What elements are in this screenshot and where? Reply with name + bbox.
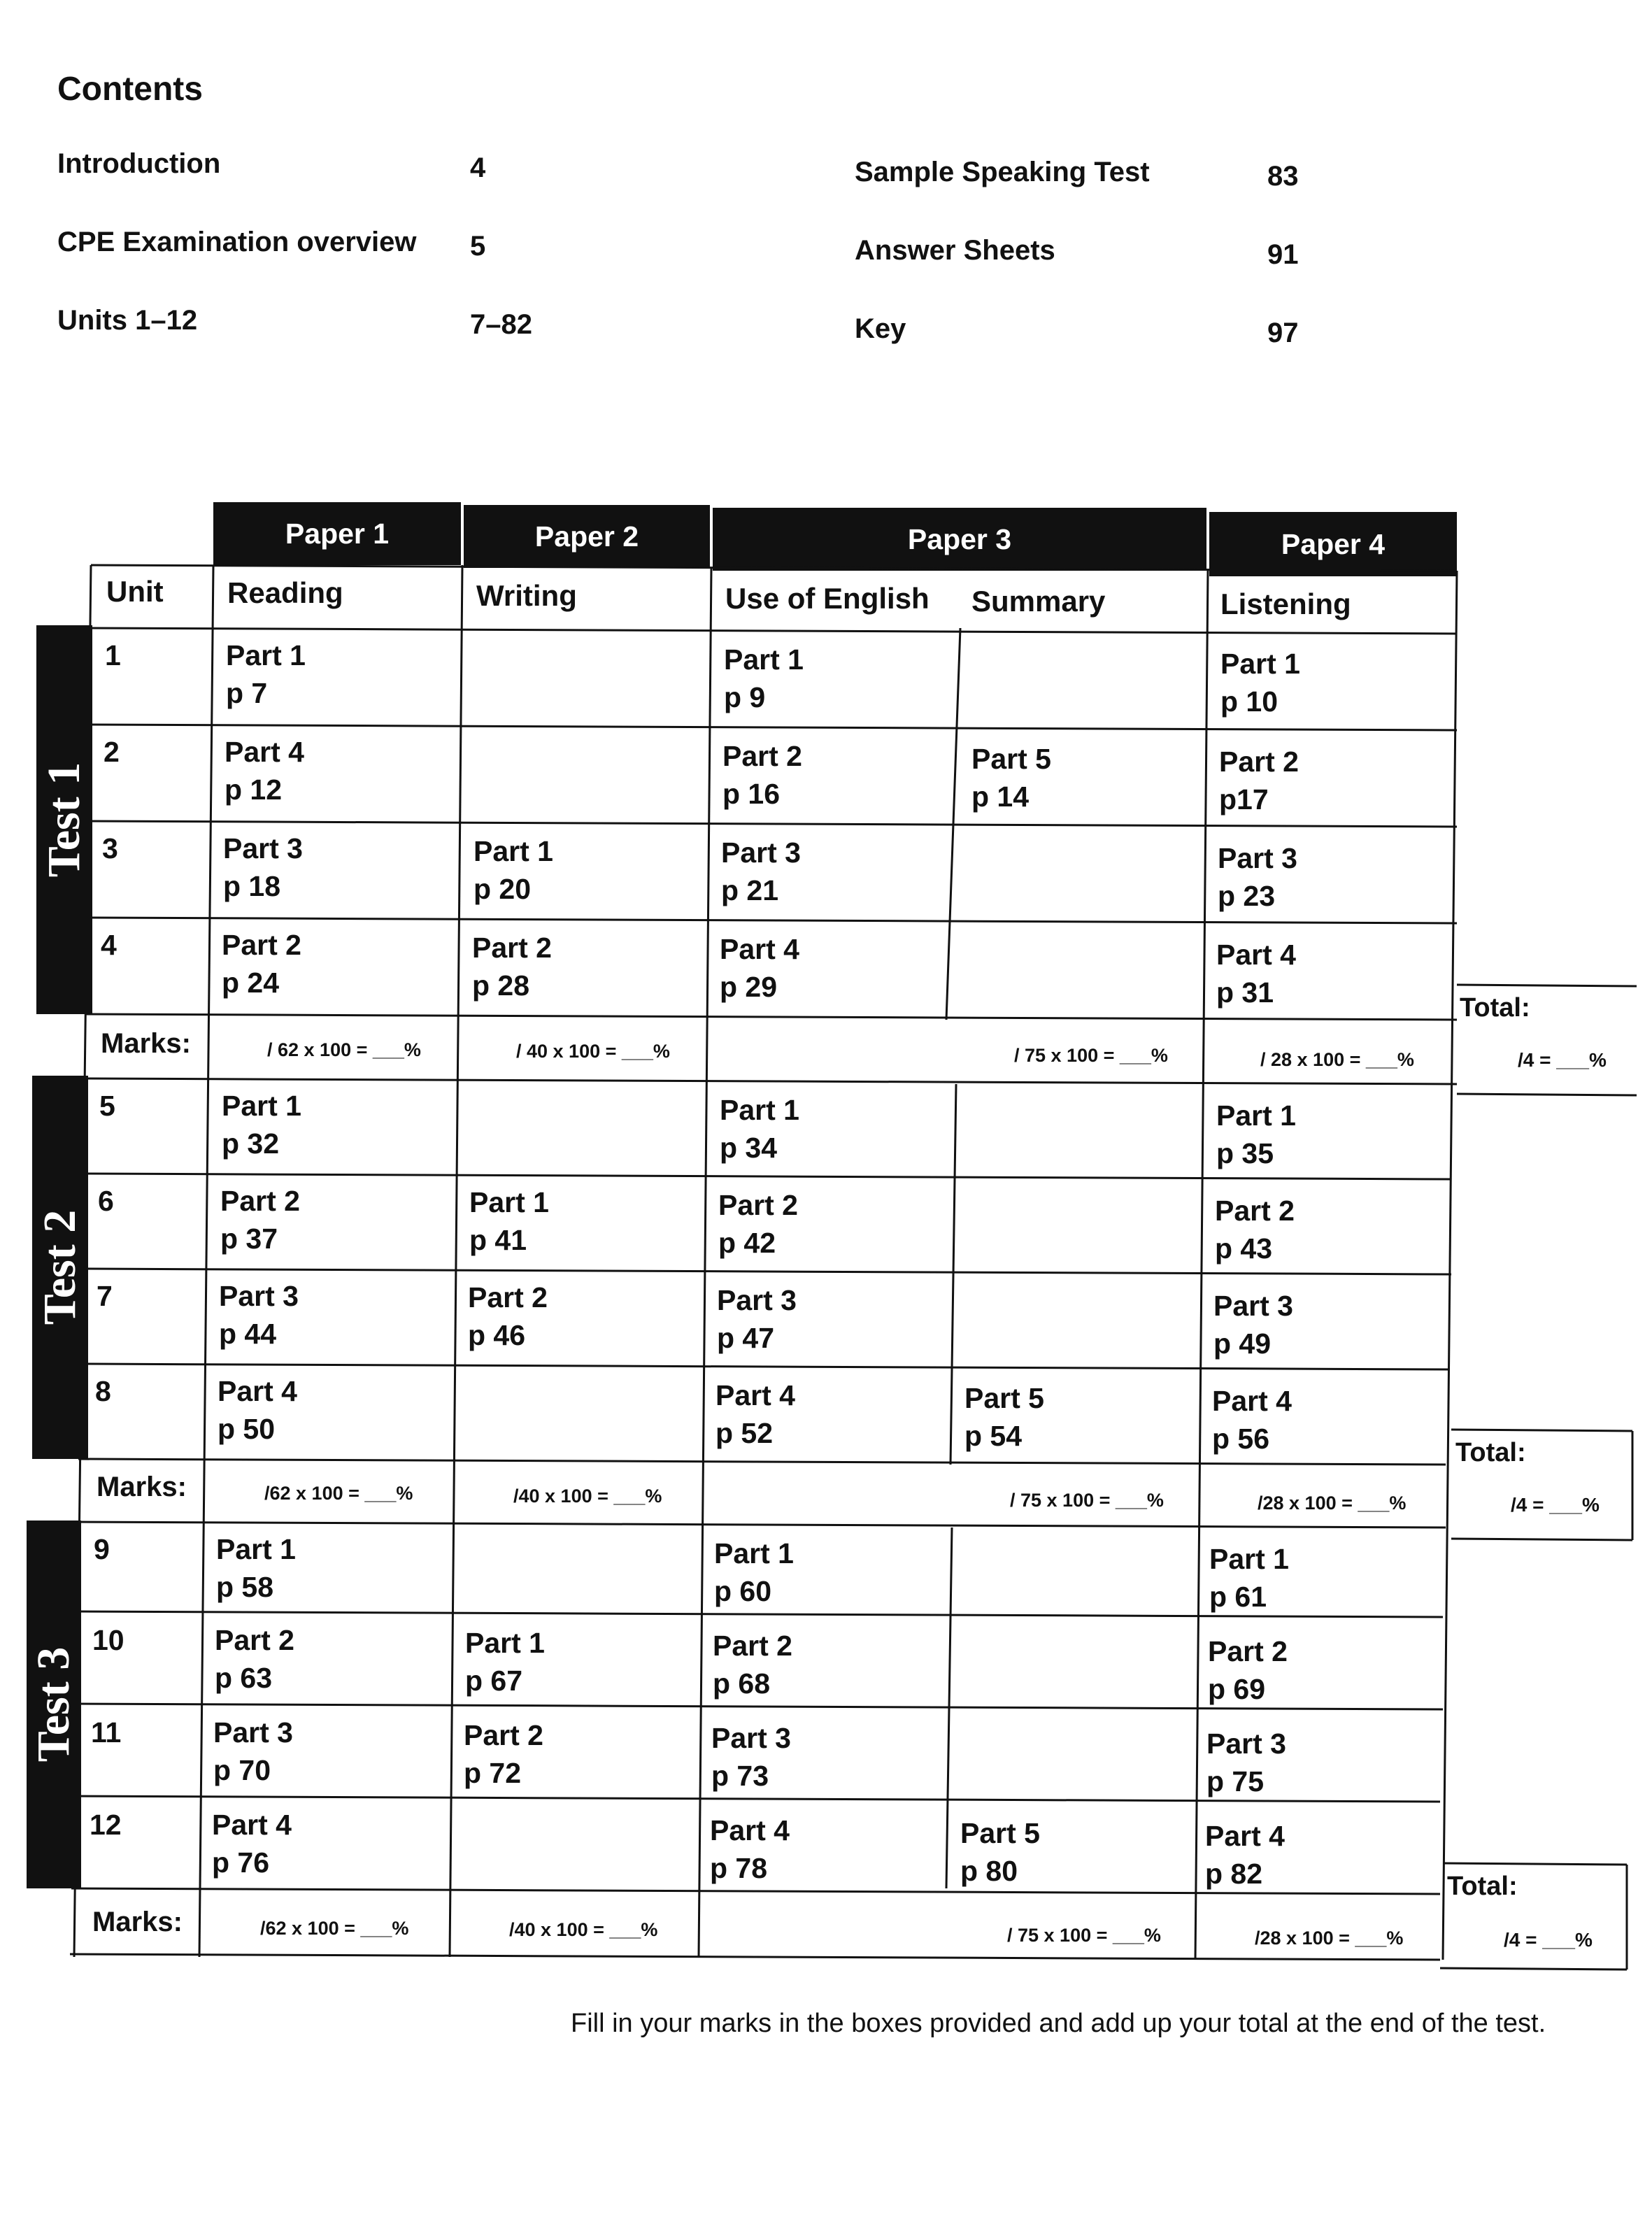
use-of-english-cell: Part 4 p 78 (710, 1814, 790, 1884)
column-header-listening: Listening (1220, 587, 1351, 620)
toc-label-introduction: Introduction (57, 148, 221, 179)
writing-cell: Part 1 p 67 (465, 1627, 545, 1697)
toc-label-units: Units 1–12 (57, 305, 198, 336)
unit-number: 2 (104, 736, 120, 768)
reading-cell: Part 3 p 44 (219, 1280, 299, 1350)
use-of-english-cell: Part 4 p 52 (715, 1379, 795, 1449)
marks-paper3[interactable]: / 75 x 100 = ___% (1010, 1490, 1164, 1511)
toc-label-answer-sheets: Answer Sheets (855, 235, 1055, 266)
use-of-english-cell: Part 1 p 60 (714, 1537, 794, 1607)
use-of-english-cell: Part 2 p 68 (713, 1630, 792, 1700)
use-of-english-cell: Part 2 p 42 (718, 1189, 798, 1259)
listening-cell: Part 3 p 75 (1206, 1728, 1286, 1797)
toc-label-key: Key (855, 313, 906, 344)
test-1-label: Test 1 (38, 762, 90, 878)
unit-number: 9 (94, 1533, 110, 1565)
listening-cell: Part 1 p 35 (1216, 1099, 1296, 1169)
marks-paper1[interactable]: /62 x 100 = ___% (260, 1918, 409, 1939)
marks-paper1[interactable]: / 62 x 100 = ___% (267, 1039, 421, 1060)
test-2-label: Test 2 (34, 1209, 85, 1325)
column-header-reading: Reading (227, 576, 343, 609)
writing-cell: Part 1 p 41 (469, 1186, 549, 1256)
test-1-badge (36, 625, 92, 1014)
column-header-use-of-english: Use of English (725, 582, 930, 615)
column-header-unit: Unit (106, 575, 164, 608)
listening-cell: Part 2 p 43 (1215, 1195, 1295, 1265)
marks-paper3[interactable]: / 75 x 100 = ___% (1007, 1925, 1161, 1946)
unit-number: 8 (95, 1375, 111, 1407)
use-of-english-cell: Part 4 p 29 (720, 933, 799, 1003)
marks-paper3[interactable]: / 75 x 100 = ___% (1014, 1045, 1168, 1066)
unit-number: 1 (105, 639, 121, 671)
paper-4-header: Paper 4 (1209, 512, 1457, 576)
marks-label: Marks: (101, 1028, 191, 1059)
toc-page-speaking: 83 (1267, 161, 1299, 192)
listening-cell: Part 3 p 23 (1218, 842, 1297, 912)
toc-page-introduction: 4 (470, 152, 486, 183)
column-header-writing: Writing (476, 579, 577, 612)
toc-label-overview: CPE Examination overview (57, 227, 417, 257)
marks-paper2[interactable]: /40 x 100 = ___% (513, 1486, 662, 1507)
total-formula[interactable]: /4 = ___% (1504, 1929, 1593, 1951)
toc-page-answer-sheets: 91 (1267, 239, 1299, 270)
contents-title: Contents (57, 71, 203, 108)
marks-label: Marks: (92, 1907, 183, 1937)
listening-cell: Part 3 p 49 (1213, 1290, 1293, 1360)
test-3-badge (27, 1521, 81, 1888)
marks-paper4[interactable]: /28 x 100 = ___% (1258, 1493, 1407, 1514)
listening-cell: Part 4 p 56 (1212, 1385, 1292, 1455)
paper-2-header: Paper 2 (464, 505, 710, 568)
marks-paper2[interactable]: / 40 x 100 = ___% (516, 1041, 670, 1062)
toc-page-overview: 5 (470, 231, 486, 262)
listening-cell: Part 4 p 82 (1205, 1820, 1285, 1890)
toc-label-speaking: Sample Speaking Test (855, 157, 1150, 187)
column-header-summary: Summary (971, 585, 1106, 618)
marks-paper4[interactable]: / 28 x 100 = ___% (1260, 1049, 1414, 1070)
reading-cell: Part 4 p 76 (212, 1809, 292, 1879)
marks-label: Marks: (97, 1472, 187, 1502)
paper-3-header: Paper 3 (713, 508, 1206, 571)
reading-cell: Part 1 p 7 (226, 639, 306, 709)
unit-number: 3 (102, 832, 118, 864)
summary-cell: Part 5 p 54 (964, 1382, 1044, 1452)
summary-cell: Part 5 p 80 (960, 1817, 1040, 1887)
use-of-english-cell: Part 3 p 73 (711, 1722, 791, 1792)
marks-paper1[interactable]: /62 x 100 = ___% (264, 1483, 413, 1504)
unit-number: 10 (92, 1624, 124, 1656)
reading-cell: Part 1 p 32 (222, 1090, 301, 1160)
unit-number: 5 (99, 1090, 115, 1122)
unit-number: 7 (97, 1280, 113, 1312)
writing-cell: Part 1 p 20 (473, 835, 553, 905)
reading-cell: Part 3 p 18 (223, 832, 303, 902)
use-of-english-cell: Part 3 p 21 (721, 836, 801, 906)
listening-cell: Part 4 p 31 (1216, 939, 1296, 1009)
footer-instructions: Fill in your marks in the boxes provided and add up your total at the end of the test. (571, 2009, 1546, 2038)
toc-page-key: 97 (1267, 318, 1299, 348)
writing-cell: Part 2 p 28 (472, 932, 552, 1002)
total-label: Total: (1447, 1872, 1518, 1901)
use-of-english-cell: Part 1 p 9 (724, 643, 804, 713)
total-label: Total: (1455, 1438, 1526, 1467)
use-of-english-cell: Part 2 p 16 (722, 740, 802, 810)
writing-cell: Part 2 p 72 (464, 1719, 543, 1789)
use-of-english-cell: Part 3 p 47 (717, 1284, 797, 1354)
use-of-english-cell: Part 1 p 34 (720, 1094, 799, 1164)
reading-cell: Part 2 p 37 (220, 1185, 300, 1255)
listening-cell: Part 2 p17 (1219, 746, 1299, 816)
total-label: Total: (1460, 993, 1530, 1023)
unit-number: 4 (101, 929, 117, 961)
paper-1-header: Paper 1 (213, 502, 461, 565)
unit-number: 6 (98, 1185, 114, 1217)
listening-cell: Part 1 p 61 (1209, 1543, 1289, 1613)
reading-cell: Part 3 p 70 (213, 1716, 293, 1786)
reading-cell: Part 1 p 58 (216, 1533, 296, 1603)
marks-paper4[interactable]: /28 x 100 = ___% (1255, 1928, 1404, 1949)
unit-number: 12 (90, 1809, 122, 1841)
unit-number: 11 (91, 1716, 122, 1749)
reading-cell: Part 2 p 63 (215, 1624, 294, 1694)
marks-paper2[interactable]: /40 x 100 = ___% (509, 1919, 658, 1940)
reading-cell: Part 4 p 50 (218, 1375, 297, 1445)
reading-cell: Part 4 p 12 (225, 736, 304, 806)
toc-page-units: 7–82 (470, 309, 532, 340)
test-2-badge (32, 1076, 88, 1459)
total-formula[interactable]: /4 = ___% (1511, 1494, 1600, 1516)
listening-cell: Part 2 p 69 (1208, 1635, 1288, 1705)
test-3-label: Test 3 (28, 1646, 79, 1762)
summary-cell: Part 5 p 14 (971, 743, 1051, 813)
reading-cell: Part 2 p 24 (222, 929, 301, 999)
writing-cell: Part 2 p 46 (468, 1281, 548, 1351)
total-formula[interactable]: /4 = ___% (1518, 1049, 1607, 1071)
listening-cell: Part 1 p 10 (1220, 648, 1300, 718)
